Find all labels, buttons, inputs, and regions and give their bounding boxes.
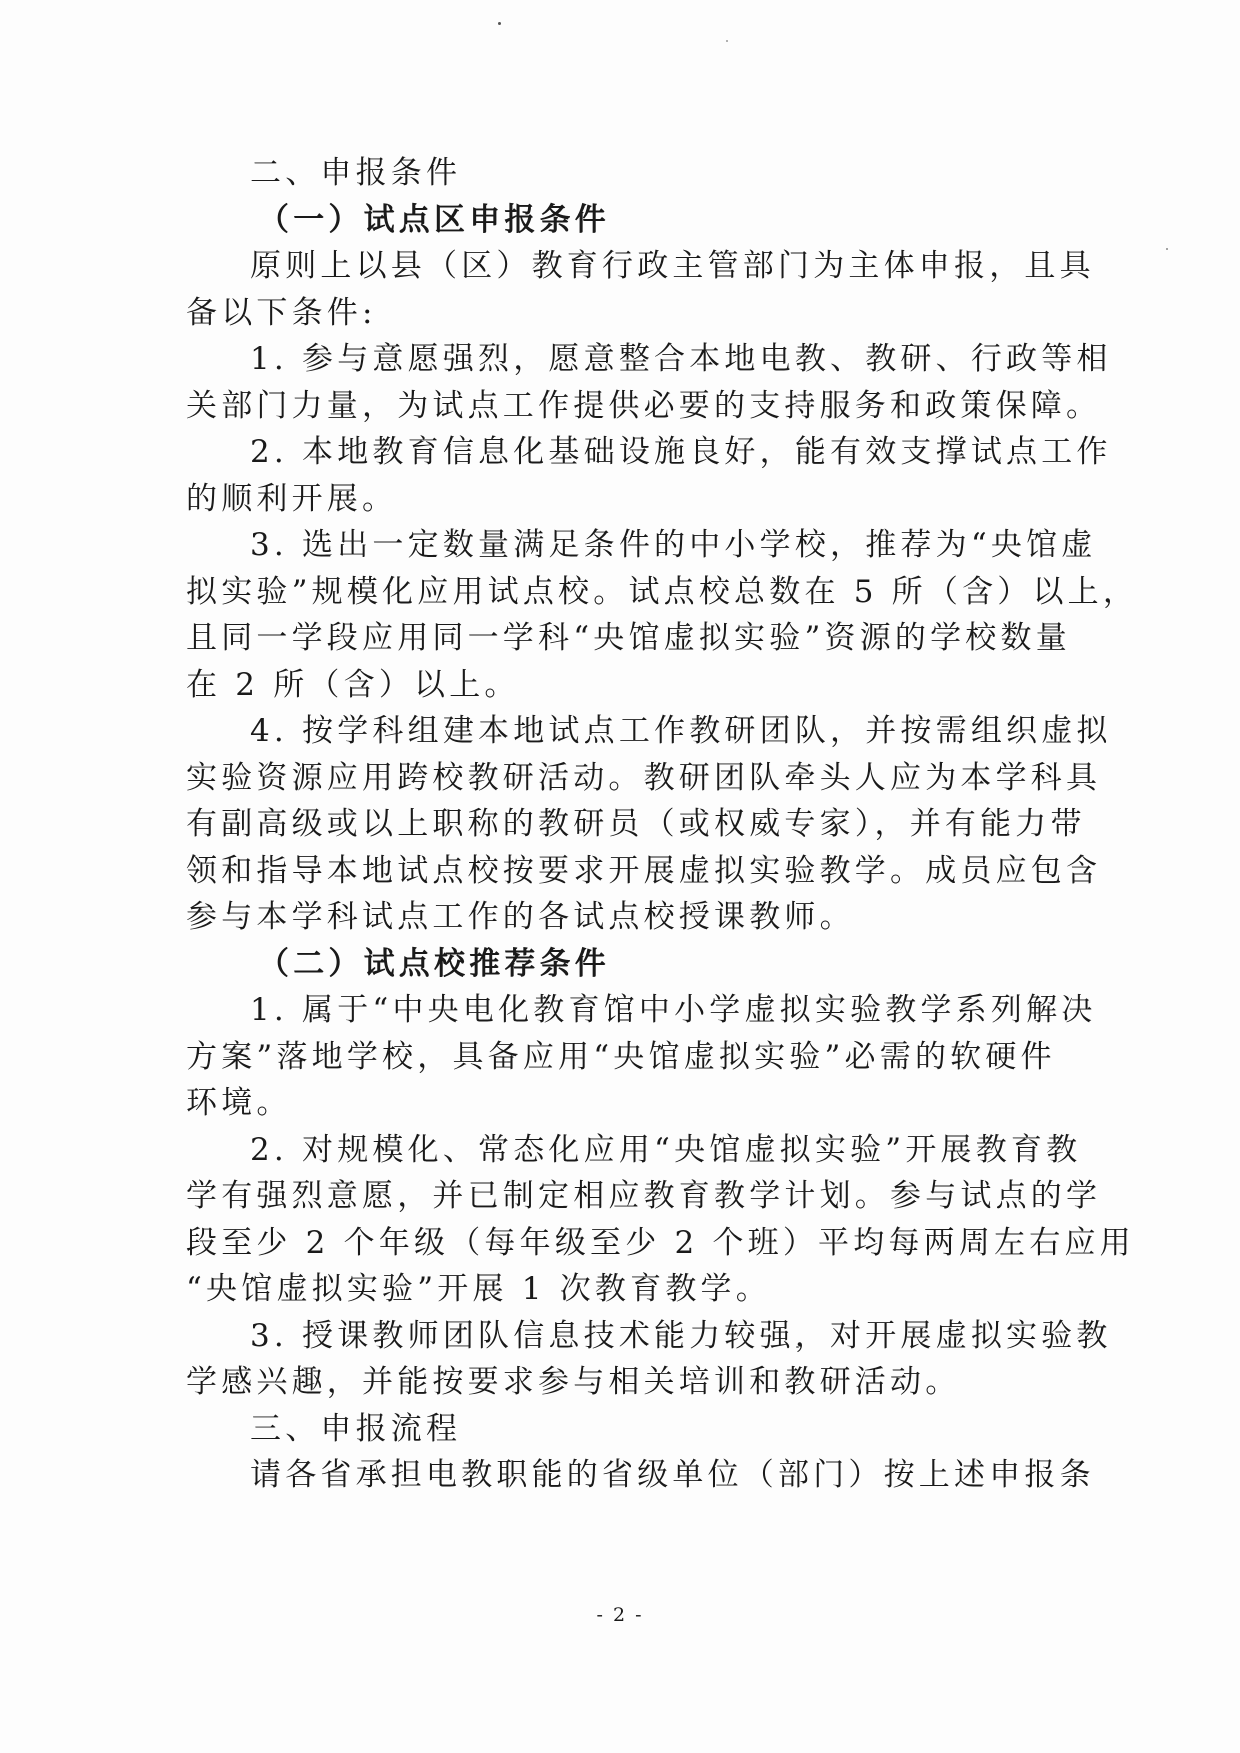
paragraph-line: 领和指导本地试点校按要求开展虚拟实验教学。成员应包含 <box>186 852 1102 889</box>
paragraph-line: 2. 本地教育信息化基础设施良好，能有效支撑试点工作 <box>250 434 1112 470</box>
scan-speck <box>1166 248 1168 250</box>
paragraph-line: 参与本学科试点工作的各试点校授课教师。 <box>186 899 855 935</box>
paragraph-line: 且同一学段应用同一学科“央馆虚拟实验”资源的学校数量 <box>186 620 1071 656</box>
scan-speck <box>726 40 728 42</box>
paragraph-line: 实验资源应用跨校教研活动。教研团队牵头人应为本学科具 <box>186 759 1102 796</box>
paragraph-line: 段至少 2 个年级（每年级至少 2 个班）平均每两周左右应用 <box>186 1224 1135 1261</box>
paragraph-line: 2. 对规模化、常态化应用“央馆虚拟实验”开展教育教 <box>250 1131 1082 1168</box>
paragraph-line: “央馆虚拟实验”开展 1 次教育教学。 <box>186 1271 771 1307</box>
paragraph-line: 4. 按学科组建本地试点工作教研团队，并按需组织虚拟 <box>250 713 1112 749</box>
paragraph-line: 1. 参与意愿强烈，愿意整合本地电教、教研、行政等相 <box>250 341 1112 377</box>
section-heading: 二、申报条件 <box>250 155 462 191</box>
paragraph-line: 1. 属于“中央电化教育馆中小学虚拟实验教学系列解决 <box>250 992 1097 1028</box>
paragraph-line: 请各省承担电教职能的省级单位（部门）按上述申报条 <box>250 1457 1095 1493</box>
paragraph-line: 关部门力量，为试点工作提供必要的支持服务和政策保障。 <box>186 387 1102 424</box>
subsection-heading: （二）试点校推荐条件 <box>258 945 610 982</box>
paragraph-line: 学感兴趣，并能按要求参与相关培训和教研活动。 <box>186 1364 961 1400</box>
paragraph-line: 3. 选出一定数量满足条件的中小学校，推荐为“央馆虚 <box>250 527 1097 563</box>
paragraph-line: 在 2 所（含）以上。 <box>186 666 520 703</box>
paragraph-line: 环境。 <box>186 1085 292 1121</box>
paragraph-line: 学有强烈意愿，并已制定相应教育教学计划。参与试点的学 <box>186 1178 1102 1214</box>
scan-speck <box>498 22 501 25</box>
paragraph-line: 有副高级或以上职称的教研员（或权威专家），并有能力带 <box>186 806 1086 842</box>
paragraph-line: 3. 授课教师团队信息技术能力较强，对开展虚拟实验教 <box>250 1317 1112 1354</box>
paragraph-line: 的顺利开展。 <box>186 480 398 517</box>
paragraph-line: 拟实验”规模化应用试点校。试点校总数在 5 所（含）以上， <box>186 573 1139 610</box>
paragraph-line: 方案”落地学校，具备应用“央馆虚拟实验”必需的软硬件 <box>186 1038 1056 1075</box>
paragraph-line: 备以下条件: <box>186 294 377 331</box>
subsection-heading: （一）试点区申报条件 <box>258 201 610 238</box>
paragraph-line: 原则上以县（区）教育行政主管部门为主体申报，且具 <box>250 248 1095 284</box>
document-body <box>186 150 1139 1499</box>
section-heading: 三、申报流程 <box>250 1410 462 1447</box>
page-number: - 2 - <box>596 1604 644 1626</box>
